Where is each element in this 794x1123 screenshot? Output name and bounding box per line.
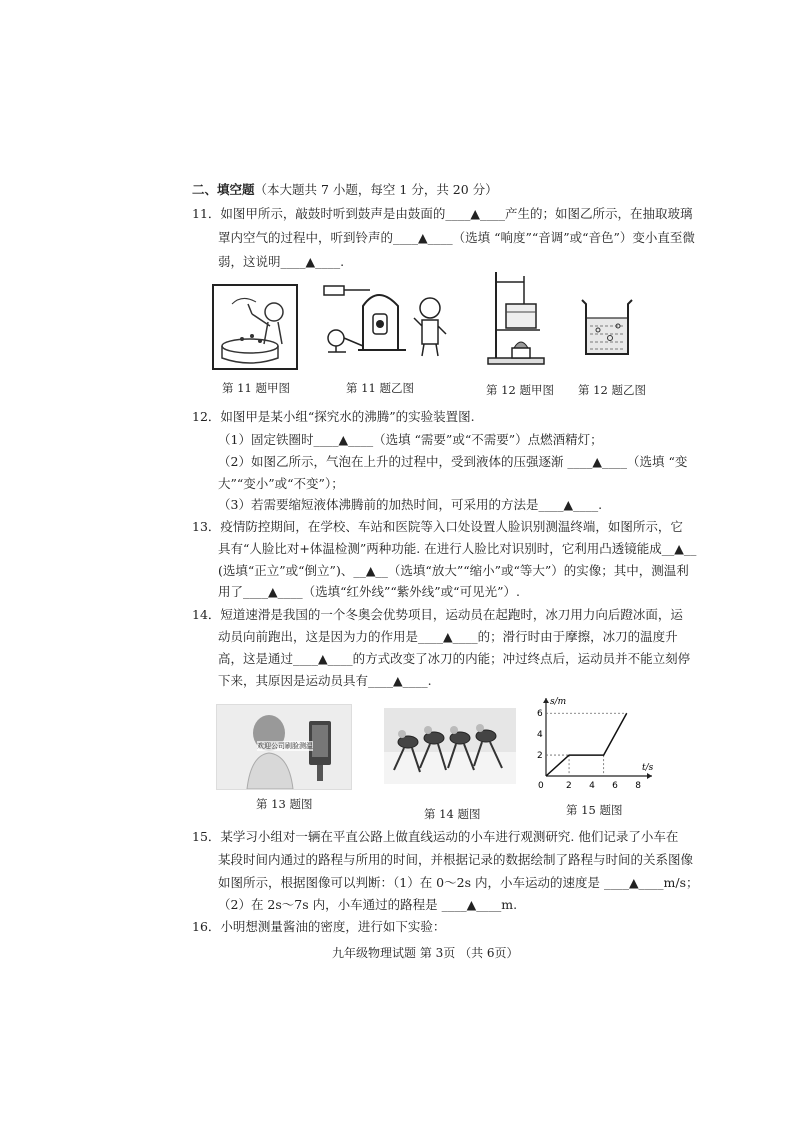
caption-15: 第 15 题图	[566, 803, 623, 817]
caption-11-jia: 第 11 题甲图	[222, 381, 290, 395]
x-tick-label: 4	[589, 781, 595, 791]
caption-13: 第 13 题图	[256, 797, 313, 811]
q11-line2: 罩内空气的过程中，听到铃声的____▲____（选填 “响度”“音调”或“音色”）变小直至微	[218, 230, 695, 245]
caption-14: 第 14 题图	[424, 807, 481, 821]
q15-line2: 某段时间内通过的路程与所用的时间，并根据记录的数据绘制了路程与时间的关系图像	[218, 852, 694, 867]
y-axis-label: s/m	[550, 697, 567, 707]
y-axis-arrow	[543, 698, 549, 703]
figure-12-yi-beaker	[578, 296, 634, 358]
caption-11-yi: 第 11 题乙图	[346, 381, 414, 395]
figure-14-speed-skating	[384, 708, 516, 784]
q12-line1: 12．如图甲是某小组“探究水的沸腾”的实验装置图.	[192, 409, 475, 424]
q16-line1: 16．小明想测量酱油的密度，进行如下实验：	[192, 919, 446, 934]
q12-line2: （1）固定铁圈时____▲____（选填 “需要”或“不需要”）点燃酒精灯；	[218, 432, 603, 447]
figure-13-face-terminal	[216, 704, 352, 790]
figure-15-chart	[528, 696, 658, 796]
q11-line3: 弱，这说明____▲____.	[218, 254, 345, 269]
section-note: （本大题共 7 小题，每空 1 分，共 20 分）	[254, 182, 498, 197]
x-axis-label: t/s	[642, 763, 654, 773]
x-tick-label: 0	[538, 781, 544, 791]
y-tick-label: 2	[537, 751, 543, 762]
q15-line3: 如图所示，根据图像可以判断：（1）在 0～2s 内，小车运动的速度是 ____▲____m/s；	[218, 875, 699, 890]
x-tick-label: 2	[566, 781, 572, 791]
section-title: 二、填空题	[192, 182, 255, 197]
q15-line1: 15．某学习小组对一辆在平直公路上做直线运动的小车进行观测研究. 他们记录了小车在	[192, 829, 679, 844]
figure-11-yi-bell-jar	[318, 278, 453, 360]
page-footer: 九年级物理试题 第 3页 （共 6页）	[332, 946, 519, 960]
x-axis-arrow	[647, 773, 652, 779]
section-heading	[192, 182, 498, 198]
q15-line4: （2）在 2s～7s 内，小车通过的路程是 ____▲____m.	[218, 897, 518, 912]
q12-line4: 大”“变小”或“不变”）；	[218, 476, 344, 491]
q13-line4: 用了____▲____（选填“红外线”“紫外线”或“可见光”）.	[218, 584, 520, 599]
figure-11-jia-drum	[212, 284, 298, 370]
q13-line1: 13．疫情防控期间，在学校、车站和医院等入口处设置人脸识别测温终端，如图所示，它	[192, 519, 683, 534]
terminal-screen-text: 欢迎公司刷脸测温	[257, 742, 313, 750]
q14-line4: 下来，其原因是运动员具有____▲____.	[218, 673, 432, 688]
x-tick-label: 8	[635, 781, 641, 791]
series-line	[546, 713, 627, 776]
q12-line5: （3）若需要缩短液体沸腾前的加热时间，可采用的方法是____▲____.	[218, 497, 603, 512]
q14-line2: 动员向前跑出，这是因为力的作用是____▲____的；滑行时由于摩擦，冰刀的温度升	[218, 629, 678, 644]
y-tick-label: 4	[537, 730, 543, 741]
x-tick-label: 6	[612, 781, 618, 791]
caption-12-jia: 第 12 题甲图	[486, 383, 554, 397]
q14-line3: 高，这是通过____▲____的方式改变了冰刀的内能；冲过终点后，运动员并不能立刻停	[218, 651, 691, 666]
y-tick-label: 6	[537, 709, 543, 720]
q13-line2: 具有“人脸比对+体温检测”两种功能. 在进行人脸比对识别时，它利用凸透镜能成__▲__	[218, 541, 697, 556]
figure-12-jia-boiling-setup	[484, 266, 550, 370]
q14-line1: 14．短道速滑是我国的一个冬奥会优势项目，运动员在起跑时，冰刀用力向后蹬冰面，运	[192, 607, 683, 622]
caption-12-yi: 第 12 题乙图	[578, 383, 646, 397]
distance-time-chart	[528, 696, 658, 796]
q13-line3: (选填“正立”或“倒立”)、__▲__（选填“放大”“缩小”或“等大”）的实像；其中，测温利	[218, 563, 689, 578]
q11-line1: 11．如图甲所示，敲鼓时听到鼓声是由鼓面的____▲____产生的；如图乙所示，在抽取玻璃	[192, 206, 693, 221]
q12-line3: （2）如图乙所示，气泡在上升的过程中，受到液体的压强逐渐 ____▲____（选填 “变	[218, 454, 688, 469]
